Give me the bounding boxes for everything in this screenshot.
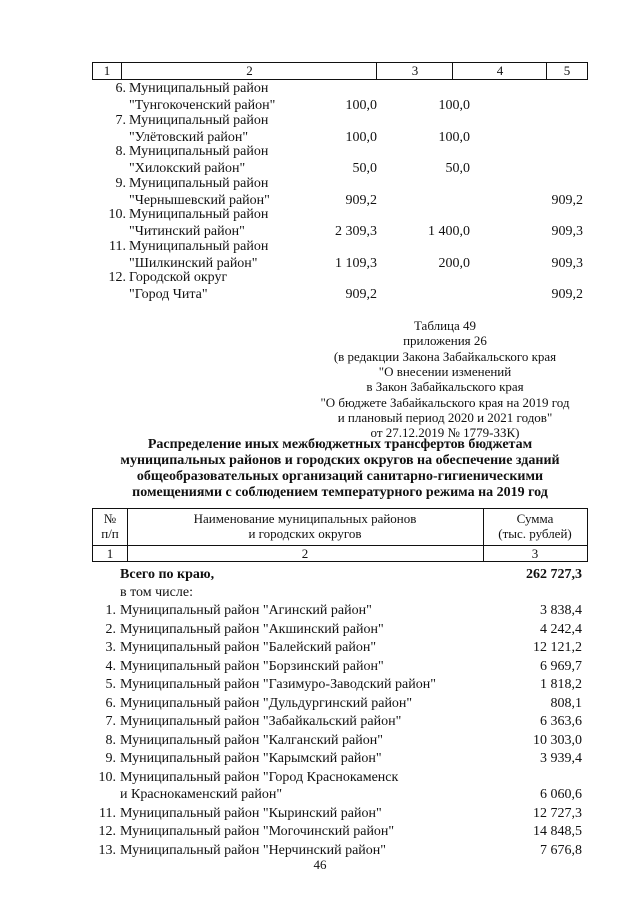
caption-line: (в редакции Закона Забайкальского края <box>333 348 557 364</box>
row-name: Муниципальный район "Нерчинский район" <box>120 842 386 858</box>
row-col5: 909,2 <box>551 287 583 302</box>
row-number: 11. <box>109 238 126 254</box>
row-col5: 909,3 <box>551 255 583 271</box>
row-number: 5. <box>105 677 116 692</box>
total-label: Всего по краю, <box>120 567 215 582</box>
row-name: Муниципальный район "Балейский район" <box>120 640 377 655</box>
row-col3: 100,0 <box>345 129 377 145</box>
caption-line: от 27.12.2019 № 1779-ЗЗК) <box>370 425 520 441</box>
row-value: 12 121,2 <box>533 640 582 655</box>
header-num-1: № <box>103 511 117 526</box>
title-line: муниципальных районов и городских округов на обеспечение зданий <box>120 453 560 468</box>
row-value: 7 676,8 <box>540 842 582 858</box>
page-number: 46 <box>313 857 327 872</box>
row-name-line1: Муниципальный район <box>129 112 269 128</box>
header-index-cell: 1 <box>106 546 114 561</box>
row-name-line2: и Краснокаменский район" <box>120 786 283 802</box>
table2-header <box>92 508 588 562</box>
row-name-line1: Муниципальный район <box>129 144 269 159</box>
row-name: Муниципальный район "Карымский район" <box>120 751 382 766</box>
header-name-1: Наименование муниципальных районов <box>193 511 417 526</box>
row-value: 1 818,2 <box>540 677 582 692</box>
row-number: 10. <box>108 207 126 222</box>
row-col5: 909,2 <box>551 192 583 208</box>
row-name: Муниципальный район "Город Краснокаменск <box>120 769 399 785</box>
table1-row <box>92 112 586 146</box>
row-name-line1: Городской округ <box>129 270 228 285</box>
caption-line: и плановый период 2020 и 2021 годов" <box>337 409 553 425</box>
row-col5: 909,3 <box>551 224 583 239</box>
row-name-line1: Муниципальный район <box>129 81 269 96</box>
table1-row <box>92 269 586 303</box>
row-name: Муниципальный район "Кыринский район" <box>120 805 382 821</box>
header-index-cell: 2 <box>301 546 309 561</box>
row-name-line2: "Читинский район" <box>129 224 245 239</box>
row-number: 1. <box>105 603 116 618</box>
table1-row <box>92 238 586 272</box>
header-sum-1: Сумма <box>516 511 554 526</box>
caption-line: приложения 26 <box>403 333 487 349</box>
row-name: Муниципальный район "Могочинский район" <box>120 824 395 839</box>
table1-row <box>92 175 586 209</box>
row-value: 10 303,0 <box>533 732 582 748</box>
row-number: 12. <box>98 824 116 839</box>
row-number: 12. <box>108 270 126 285</box>
row-number: 10. <box>98 769 116 785</box>
table1-header-cell: 1 <box>103 63 111 78</box>
row-name: Муниципальный район "Агинский район" <box>120 603 372 618</box>
table1-row <box>92 80 586 114</box>
row-value: 3 838,4 <box>540 603 582 618</box>
title-line: общеобразовательных организаций санитарно-гигиеническими <box>136 469 544 484</box>
row-number: 3. <box>105 640 116 655</box>
row-name-line1: Муниципальный район <box>129 238 269 254</box>
row-name-line2: "Шилкинский район" <box>129 255 258 271</box>
row-col4: 100,0 <box>438 129 470 145</box>
row-name-line1: Муниципальный район <box>129 175 269 191</box>
table1-row <box>92 206 586 240</box>
row-col3: 50,0 <box>352 161 377 176</box>
row-value: 6 969,7 <box>540 658 582 674</box>
row-value: 808,1 <box>550 695 582 711</box>
caption-line: "О внесении изменений <box>378 363 512 379</box>
row-col4: 50,0 <box>445 161 470 176</box>
table1-header-cell: 2 <box>121 63 377 79</box>
row-number: 8. <box>105 732 116 748</box>
row-name: Муниципальный район "Дульдургинский район" <box>120 695 413 711</box>
row-name-line1: Муниципальный район <box>129 207 269 222</box>
row-col3: 100,0 <box>345 98 377 113</box>
total-value: 262 727,3 <box>526 567 582 582</box>
table1-header-row <box>92 62 588 80</box>
row-value: 6 060,6 <box>540 786 582 802</box>
row-number: 6. <box>105 695 116 711</box>
row-name-line2: "Тунгокоченский район" <box>129 98 276 113</box>
row-name-line2: "Улётовский район" <box>129 129 249 145</box>
row-col4: 100,0 <box>438 98 470 113</box>
row-value: 12 727,3 <box>533 805 582 821</box>
row-number: 7. <box>105 714 116 729</box>
row-name: Муниципальный район "Забайкальский район" <box>120 714 402 729</box>
row-number: 13. <box>98 842 116 858</box>
row-number: 2. <box>105 621 116 637</box>
caption-line: "О бюджете Забайкальского края на 2019 год <box>320 394 570 410</box>
row-col3: 2 309,3 <box>335 224 377 239</box>
header-sum-2: (тыс. рублей) <box>498 526 572 541</box>
including-label: в том числе: <box>120 585 193 600</box>
row-value: 3 939,4 <box>540 751 582 766</box>
header-num-2: п/п <box>101 526 119 541</box>
row-name: Муниципальный район "Акшинский район" <box>120 621 384 637</box>
row-name-line2: "Город Чита" <box>129 287 208 302</box>
document-title <box>95 437 585 501</box>
table1-row <box>92 143 586 177</box>
table1-header-cell: 5 <box>546 63 587 79</box>
row-value: 14 848,5 <box>533 824 582 839</box>
row-col3: 909,2 <box>345 192 377 208</box>
table1-header-cell: 3 <box>376 63 453 79</box>
row-col4: 200,0 <box>438 255 470 271</box>
row-value: 4 242,4 <box>540 621 582 637</box>
row-col3: 909,2 <box>345 287 377 302</box>
row-number: 11. <box>99 805 116 821</box>
header-name-2: и городских округов <box>248 526 362 541</box>
row-number: 9. <box>105 751 116 766</box>
caption-line: Таблица 49 <box>413 318 477 333</box>
row-number: 7. <box>115 112 126 128</box>
row-col3: 1 109,3 <box>335 255 377 271</box>
row-number: 6. <box>115 81 126 96</box>
title-line: помещениями с соблюдением температурного режима на 2019 год <box>132 485 548 500</box>
caption-line: в Закон Забайкальского края <box>366 379 524 395</box>
row-name: Муниципальный район "Калганский район" <box>120 732 383 748</box>
row-number: 9. <box>115 175 126 191</box>
table1-header-cell: 4 <box>452 63 547 79</box>
title-line: Распределение иных межбюджетных трансфертов бюджетам <box>147 437 533 452</box>
row-name: Муниципальный район "Газимуро-Заводский район" <box>120 677 436 692</box>
row-name: Муниципальный район "Борзинский район" <box>120 658 384 674</box>
header-index-cell: 3 <box>531 546 539 561</box>
row-name-line2: "Чернышевский район" <box>129 192 270 208</box>
row-number: 8. <box>115 144 126 159</box>
row-value: 6 363,6 <box>540 714 582 729</box>
row-col4: 1 400,0 <box>428 224 470 239</box>
row-name-line2: "Хилокский район" <box>129 161 246 176</box>
row-number: 4. <box>105 658 116 674</box>
